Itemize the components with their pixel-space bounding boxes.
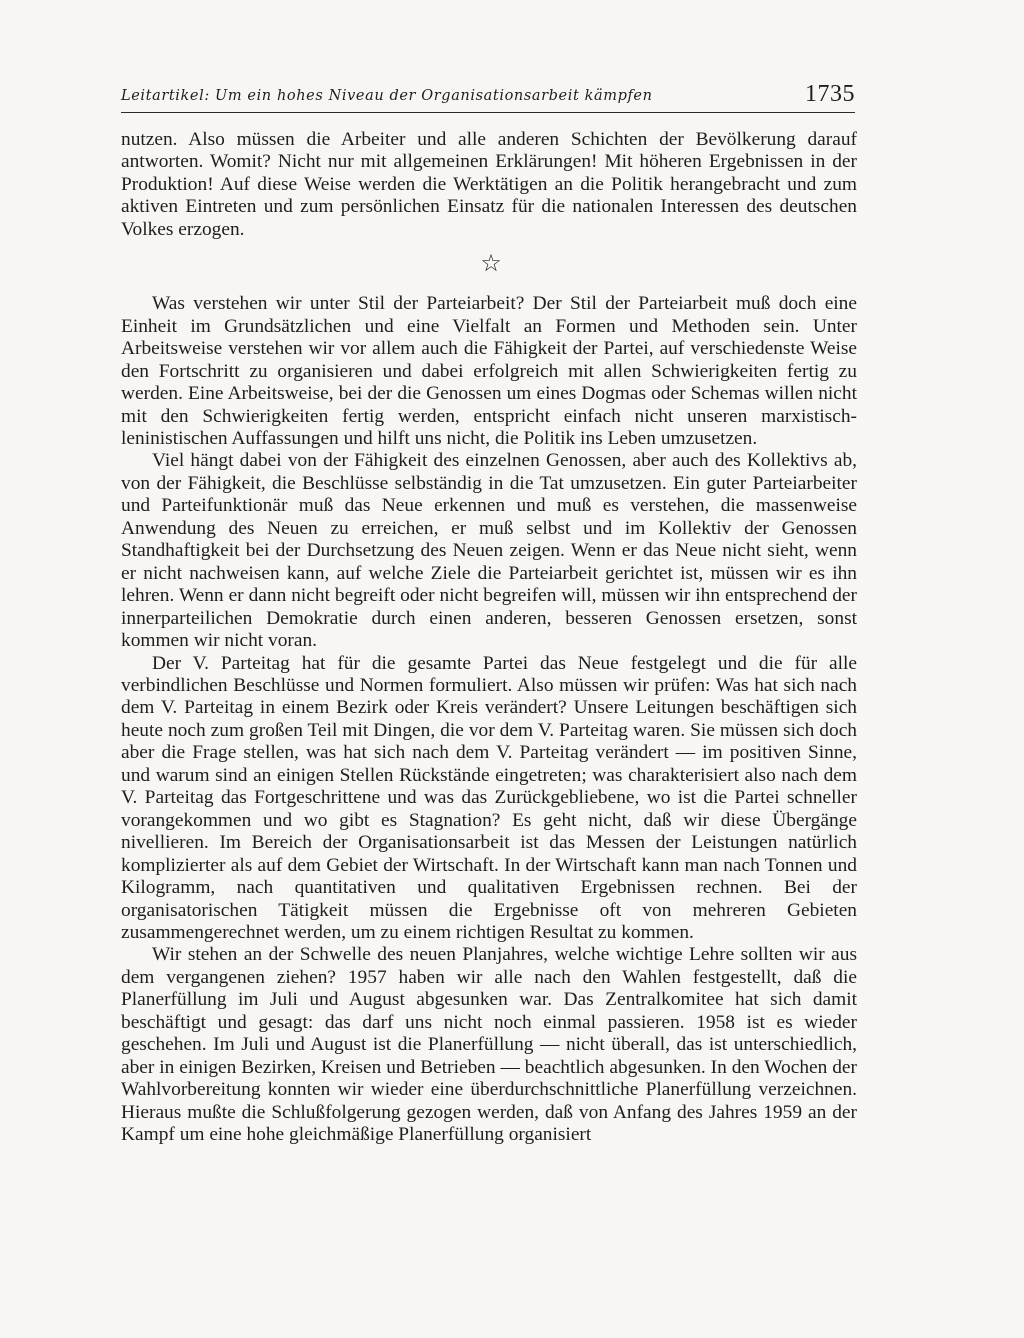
article-body — [121, 129, 857, 1146]
paragraph: Wir stehen an der Schwelle des neuen Planjahres, welche wichtige Lehre sollten wir aus dem vergangenen ziehen? 1957 haben wir alle nach den Wahlen festgestellt, daß die Planerfüllung im Juli und August abgesunken war. Das Zentralkomitee hat sich damit beschäftigt und gesagt: das darf uns nicht noch einmal passieren. 1958 ist es wieder geschehen. Im Juli und August ist die Planerfüllung — nicht überall, das ist unterschiedlich, aber in einigen Bezirken, Kreisen und Betrieben — beachtlich abgesunken. In den Wochen der Wahlvorbereitung konnten wir wieder eine überdurchschnittliche Planerfüllung verzeichnen. Hieraus mußte die Schlußfolgerung gezogen werden, daß von Anfang des Jahres 1959 an der Kampf um eine hohe gleichmäßige Planerfüllung organisiert — [121, 944, 857, 1146]
section-divider — [121, 241, 857, 293]
paragraph: Was verstehen wir unter Stil der Parteiarbeit? Der Stil der Parteiarbeit muß doch eine Einheit im Grundsätzlichen und eine Vielfalt an Formen und Methoden sein. Unter Arbeitsweise verstehen wir vor allem auch die Fähigkeit der Partei, auf verschiedenste Weise den Fortschritt zu organisieren und dabei erfolgreich mit allen Schwierigkeiten fertig zu werden. Eine Arbeitsweise, bei der die Genossen um eines Dogmas oder Schemas willen nicht mit den Schwierigkeiten fertig werden, entspricht einfach nicht unseren marxistisch-leninistischen Auffassungen und hilft uns nicht, die Politik ins Leben umzusetzen. — [121, 293, 857, 449]
running-header — [121, 78, 855, 113]
star-outline-icon: ☆ — [480, 249, 502, 278]
paragraph: Viel hängt dabei von der Fähigkeit des einzelnen Genossen, aber auch des Kollektivs ab, von der Fähigkeit, die Beschlüsse selbständig in die Tat umzusetzen. Ein guter Parteiarbeiter und Parteifunktionär muß das Neue erkennen und muß es verstehen, die massenweise Anwendung des Neuen zu erreichen, er muß selbst und im Kollektiv der Genossen Standhaftigkeit bei der Durchsetzung des Neuen zeigen. Wenn er das Neue nicht sieht, wenn er nicht nachweisen kann, auf welche Ziele die Parteiarbeit gerichtet ist, müssen wir es ihn lehren. Wenn er dann nicht begreift oder nicht begreifen will, müssen wir ihn entsprechend der innerparteilichen Demokratie durch einen anderen, besseren Genossen ersetzen, sonst kommen wir nicht voran. — [121, 450, 857, 652]
paragraph-continuation: nutzen. Also müssen die Arbeiter und alle anderen Schichten der Bevölkerung darauf antworten. Womit? Nicht nur mit allgemeinen Erklärungen! Mit höheren Ergebnissen in der Produktion! Auf diese Weise werden die Werktätigen an die Politik herangebracht und zum aktiven Eintreten und zum persönlichen Einsatz für die nationalen Interessen des deutschen Volkes erzogen. — [121, 129, 857, 240]
page-number: 1735 — [805, 81, 855, 107]
running-title: Leitartikel: Um ein hohes Niveau der Organisationsarbeit kämpfen — [121, 88, 653, 104]
paragraph: Der V. Parteitag hat für die gesamte Partei das Neue festgelegt und die für alle verbindlichen Beschlüsse und Normen formuliert. Also müssen wir prüfen: Was hat sich nach dem V. Parteitag in einem Bezirk oder Kreis verändert? Unsere Leitungen beschäftigen sich heute noch zum großen Teil mit Dingen, die vor dem V. Parteitag waren. Sie müssen sich doch aber die Frage stellen, was hat sich nach dem V. Parteitag verändert — im positiven Sinne, und warum sind an einigen Stellen Rückstände eingetreten; was charakterisiert also nach dem V. Parteitag das Fortgeschrittene und was das Zurückgebliebene, wo ist die Partei schneller vorangekommen und wo gibt es Stagnation? Es geht nicht, daß wir diese Übergänge nivellieren. Im Bereich der Organisationsarbeit ist das Messen der Leistungen natürlich komplizierter als auf dem Gebiet der Wirtschaft. In der Wirtschaft kann man nach Tonnen und Kilogramm, nach quantitativen und qualitativen Ergebnissen rechnen. Bei der organisatorischen Tätigkeit müssen die Ergebnisse oft von mehreren Gebieten zusammengerechnet werden, um zu einem richtigen Resultat zu kommen. — [121, 652, 857, 943]
